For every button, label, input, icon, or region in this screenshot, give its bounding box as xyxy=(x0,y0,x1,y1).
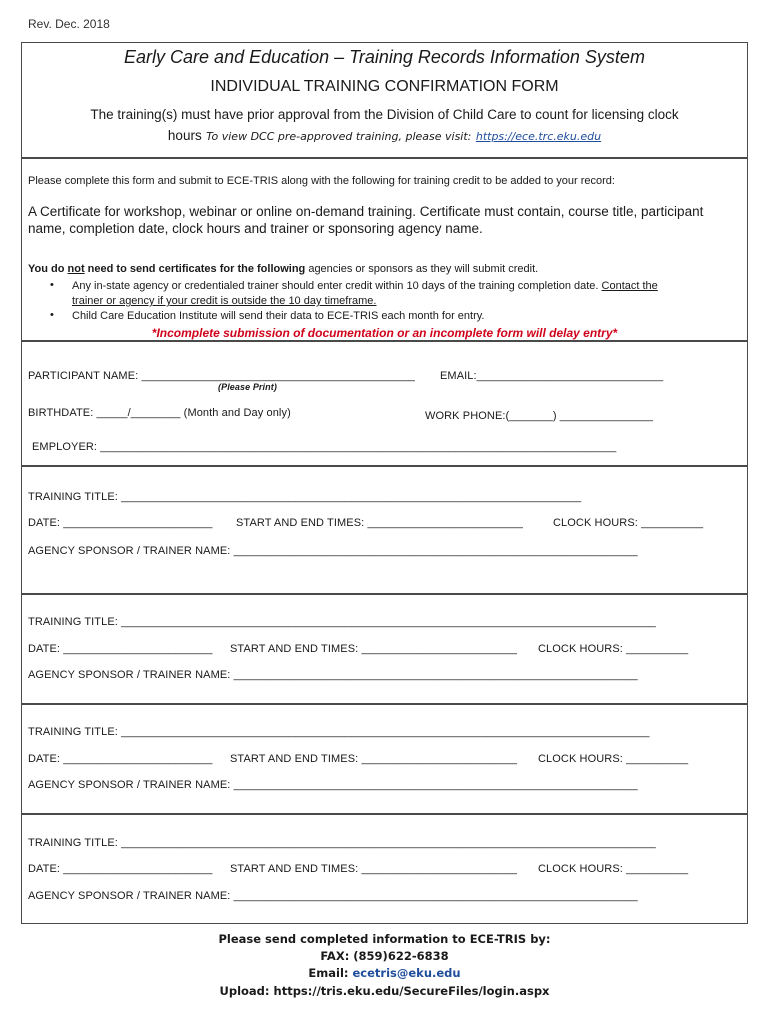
instructions-intro: Please complete this form and submit to ECE-TRIS along with the following for training credit to be added to your record: xyxy=(28,175,615,187)
bullet-icon: • xyxy=(50,309,54,321)
footer-email-link[interactable]: ecetris@eku.edu xyxy=(352,966,461,980)
form-title: INDIVIDUAL TRAINING CONFIRMATION FORM xyxy=(210,78,559,95)
system-title: Early Care and Education – Training Records Information System xyxy=(124,47,645,67)
no-cert-not: not xyxy=(67,263,85,275)
training-sponsor-field[interactable]: AGENCY SPONSOR / TRAINER NAME: _________________________________________________________________ xyxy=(28,890,638,902)
approval-text: The training(s) must have prior approval from the Division of Child Care to count for licensing clock xyxy=(90,107,679,122)
training-title-field[interactable]: TRAINING TITLE: ______________________________________________________________________________________ xyxy=(28,837,656,849)
certificate-line-2: name, completion date, clock hours and trainer or sponsoring agency name. xyxy=(28,221,483,236)
training-sponsor-field[interactable]: AGENCY SPONSOR / TRAINER NAME: _________________________________________________________________ xyxy=(28,779,638,791)
training-sponsor-field[interactable]: AGENCY SPONSOR / TRAINER NAME: _________________________________________________________________ xyxy=(28,545,638,557)
please-print-note: (Please Print) xyxy=(218,382,277,392)
hours-word: hours xyxy=(167,128,202,143)
no-cert-bold-a: You do xyxy=(28,263,68,275)
training-times-field[interactable]: START AND END TIMES: _________________________ xyxy=(230,753,517,765)
footer-email xyxy=(21,966,748,980)
training-title-field[interactable]: TRAINING TITLE: __________________________________________________________________________ xyxy=(28,491,582,503)
approval-line-2 xyxy=(21,127,748,145)
email-field[interactable]: EMAIL:______________________________ xyxy=(440,370,664,382)
birthdate-field[interactable]: BIRTHDATE: _____/________ (Month and Day only) xyxy=(28,407,291,419)
participant-name-field[interactable]: PARTICIPANT NAME: ____________________________________________ xyxy=(28,370,416,382)
training-times-field[interactable]: START AND END TIMES: _________________________ xyxy=(230,643,517,655)
training-times-field[interactable]: START AND END TIMES: _________________________ xyxy=(236,517,523,529)
training-hours-field[interactable]: CLOCK HOURS: __________ xyxy=(538,863,689,875)
bullet-1-main: Any in-state agency or credentialed trainer should enter credit within 10 days of the training completion date. xyxy=(72,280,602,292)
bullet-1-line-2: trainer or agency if your credit is outside the 10 day timeframe. xyxy=(72,295,377,307)
view-note: To view DCC pre-approved training, please visit: xyxy=(206,130,472,143)
training-hours-field[interactable]: CLOCK HOURS: __________ xyxy=(553,517,704,529)
training-title-field[interactable]: TRAINING TITLE: _____________________________________________________________________________________ xyxy=(28,726,650,738)
certificate-line-1: A Certificate for workshop, webinar or online on-demand training. Certificate must contain, course title, participant xyxy=(28,204,704,219)
training-box-1 xyxy=(21,466,748,594)
training-date-field[interactable]: DATE: ________________________ xyxy=(28,643,213,655)
footer-upload[interactable]: Upload: https://tris.eku.edu/SecureFiles/login.aspx xyxy=(219,984,550,998)
footer-email-label: Email: xyxy=(308,966,353,980)
bullet-2-text: Child Care Education Institute will send their data to ECE-TRIS each month for entry. xyxy=(72,310,485,322)
bullet-1-text xyxy=(72,280,658,292)
training-date-field[interactable]: DATE: ________________________ xyxy=(28,517,213,529)
training-title-field[interactable]: TRAINING TITLE: ______________________________________________________________________________________ xyxy=(28,616,656,628)
employer-field[interactable]: EMPLOYER: ___________________________________________________________________________________ xyxy=(32,441,617,453)
no-cert-bold-b: need to send certificates for the following xyxy=(84,263,306,275)
revision-date: Rev. Dec. 2018 xyxy=(28,17,110,31)
training-date-field[interactable]: DATE: ________________________ xyxy=(28,863,213,875)
bullet-1-contact: Contact the xyxy=(601,280,658,292)
no-cert-rest: agencies or sponsors as they will submit credit. xyxy=(305,263,539,275)
warning-text: *Incomplete submission of documentation or an incomplete form will delay entry* xyxy=(151,326,618,340)
no-cert-line xyxy=(28,263,538,275)
training-hours-field[interactable]: CLOCK HOURS: __________ xyxy=(538,753,689,765)
training-times-field[interactable]: START AND END TIMES: _________________________ xyxy=(230,863,517,875)
footer-send-text: Please send completed information to ECE-TRIS by: xyxy=(218,932,551,946)
training-sponsor-field[interactable]: AGENCY SPONSOR / TRAINER NAME: _________________________________________________________________ xyxy=(28,669,638,681)
training-hours-field[interactable]: CLOCK HOURS: __________ xyxy=(538,643,689,655)
footer-fax: FAX: (859)622-6838 xyxy=(320,949,449,963)
training-date-field[interactable]: DATE: ________________________ xyxy=(28,753,213,765)
dcc-training-link[interactable]: https://ece.trc.eku.edu xyxy=(475,130,602,143)
bullet-icon: • xyxy=(50,279,54,291)
work-phone-field[interactable]: WORK PHONE:(_______) _______________ xyxy=(425,410,654,422)
